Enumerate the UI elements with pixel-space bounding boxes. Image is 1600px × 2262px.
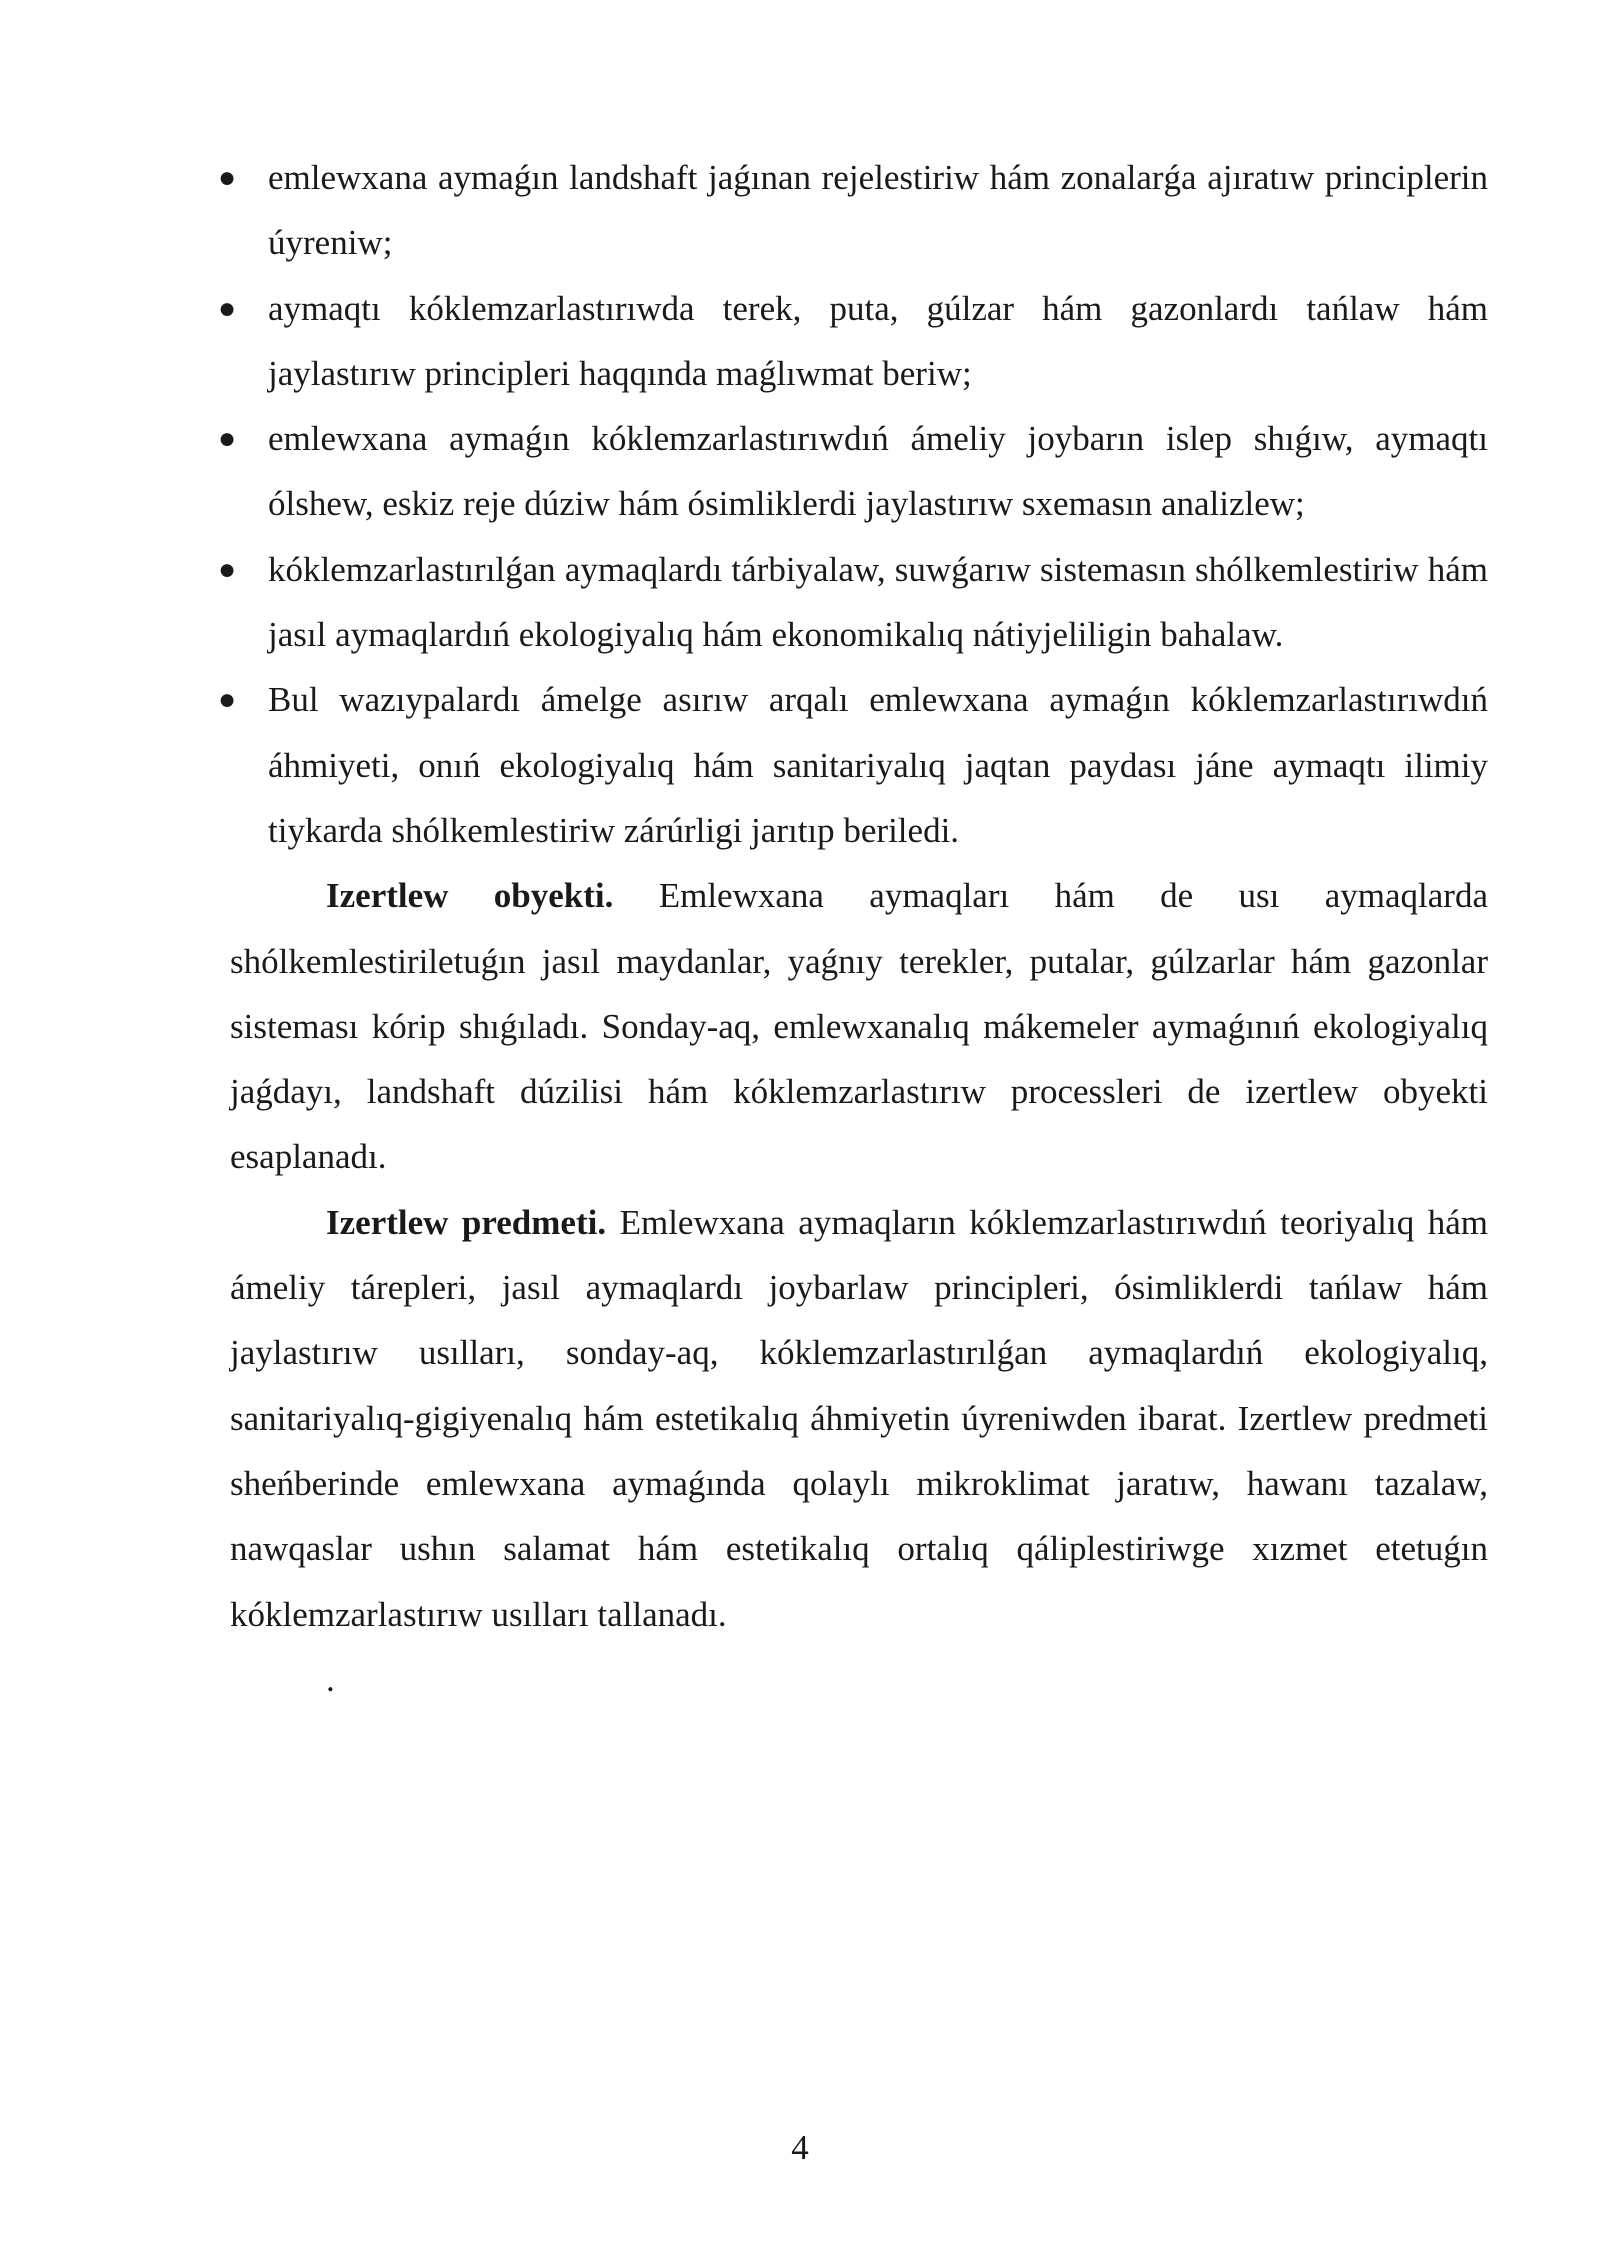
list-item-text: aymaqtı kóklemzarlastırıwda terek, puta, gúlzar hám gazonlardı tańlaw hám jaylastırıw principleri haqqında maǵlıwmat beriw; (268, 288, 1488, 393)
bullet-icon: ● (218, 291, 237, 325)
list-item-text: emlewxana aymaǵın landshaft jaǵınan rejelestiriw hám zonalarǵa ajıratıw principlerin úyreniw; (268, 158, 1488, 263)
list-item (218, 667, 1488, 863)
research-object-heading: Izertlew obyekti. (326, 876, 614, 916)
bullet-icon: ● (218, 161, 237, 194)
research-object-paragraph (230, 863, 1488, 1189)
research-subject-paragraph (230, 1190, 1488, 1647)
page-number: 4 (791, 2128, 809, 2167)
bullet-icon: ● (218, 683, 237, 717)
research-subject-text: Emlewxana aymaqların kóklemzarlastırıwdıń teoriyalıq hám ámeliy tárepleri, jasıl aymaqlardı joybarlaw principleri, ósimliklerdi tańlaw hám jaylastırıw usılları, sonday-aq, kóklemzarlastırılǵan aymaqlardıń ekologiyalıq, sanitariyalıq-gigiyenalıq hám estetikalıq áhmiyetin úyreniwden ibarat. Izertlew predmeti sheńberinde emlewxana aymaǵında qolaylı mikroklimat jaratıw, hawanı tazalaw, nawqaslar ushın salamat hám estetikalıq ortalıq qáliplestiriwge xızmet etetuǵın kóklemzarlastırıw usılları tallanadı. (230, 1202, 1488, 1634)
list-item (218, 537, 1488, 668)
bullet-icon: ● (218, 422, 237, 456)
list-item-text: kóklemzarlastırılǵan aymaqlardı tárbiyalaw, suwǵarıw sistemasın shólkemlestiriw hám jasıl aymaqlardıń ekologiyalıq hám ekonomikalıq nátiyjeliligin bahalaw. (268, 549, 1488, 655)
task-bullet-list (218, 145, 1488, 863)
trailing-dot: . (326, 1659, 335, 1699)
list-item (218, 406, 1488, 537)
list-item-text: emlewxana aymaǵın kóklemzarlastırıwdıń ámeliy joybarın islep shıǵıw, aymaqtı ólshew, eskiz reje dúziw hám ósimliklerdi jaylastırıw sxemasın analizlew; (268, 419, 1488, 524)
list-item (218, 276, 1488, 407)
bullet-icon: ● (218, 552, 237, 586)
research-subject-heading: Izertlew predmeti. (326, 1202, 607, 1242)
list-item (218, 145, 1488, 276)
research-object-text: Emlewxana aymaqları hám de usı aymaqlarda shólkemlestiriletuǵın jasıl maydanlar, yaǵnıy terekler, putalar, gúlzarlar hám gazonlar sisteması kórip shıǵıladı. Sonday-aq, emlewxanalıq mákemeler aymaǵınıń ekologiyalıq jaǵdayı, landshaft dúzilisi hám kóklemzarlastırıw processleri de izertlew obyekti esaplanadı. (230, 876, 1488, 1177)
page-content (218, 145, 1488, 1712)
list-item-text: Bul wazıypalardı ámelge asırıw arqalı emlewxana aymaǵın kóklemzarlastırıwdıń áhmiyeti, onıń ekologiyalıq hám sanitariyalıq jaqtan paydası jáne aymaqtı ilimiy tiykarda shólkemlestiriw zárúrligi jarıtıp beriledi. (268, 680, 1488, 850)
